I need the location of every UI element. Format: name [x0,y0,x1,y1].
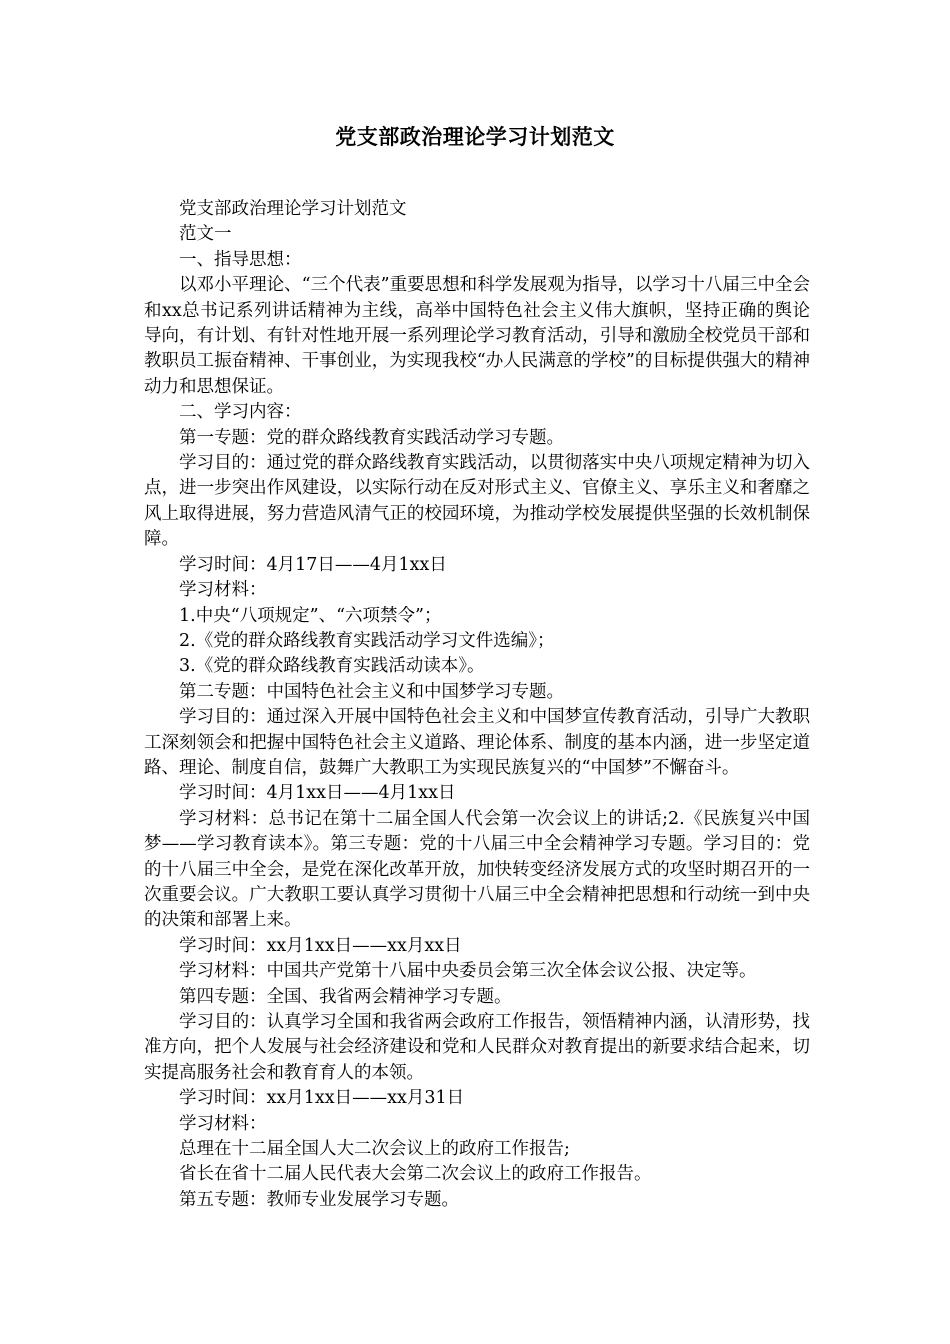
document-body [144,197,810,1213]
paragraph: 第四专题：全国、我省两会精神学习专题。 [179,986,512,1007]
document-title: 党支部政治理论学习计划范文 [335,124,615,149]
paragraph: 2.《党的群众路线教育实践活动学习文件选编》； [179,630,555,651]
paragraph: 学习材料： [179,580,267,601]
paragraph: 第一专题：党的群众路线教育实践活动学习专题。 [179,427,564,448]
paragraph: 省长在省十二届人民代表大会第二次会议上的政府工作报告。 [179,1164,652,1185]
paragraph: 1.中央“八项规定”、“六项禁令”； [179,605,442,626]
paragraph: 党支部政治理论学习计划范文 [179,199,407,219]
paragraph: 学习材料： [179,1113,267,1134]
paragraph: 学习目的：认真学习全国和我省两会政府工作报告，领悟精神内涵，认清形势，找准方向，把个人发展与社会经济建设和党和人民群众对教育提出的新要求结合起来，切实提高服务社会和教育育人的本领。 [144,1012,810,1083]
paragraph: 二、学习内容： [179,402,302,423]
paragraph: 第五专题：教师专业发展学习专题。 [179,1189,459,1210]
paragraph: 3.《党的群众路线教育实践活动读本》。 [179,656,485,677]
paragraph: 学习材料：总书记在第十二届全国人代会第一次会议上的讲话;2.《民族复兴中国梦——学习教育读本》。第三专题：党的十八届三中全会精神学习专题。学习目的：党的十八届三中全会，是党在深化改革开放，加快转变经济发展方式的攻坚时期召开的一次重要会议。广大教职工要认真学习贯彻十八届三中全会精神把思想和行动统一到中央的决策和部署上来。 [144,808,810,931]
paragraph: 总理在十二届全国人大二次会议上的政府工作报告; [179,1139,570,1160]
paragraph: 学习时间：xx月1xx日——xx月31日 [179,1088,465,1109]
paragraph: 学习时间：4月1xx日——4月1xx日 [179,783,456,804]
paragraph: 学习目的：通过党的群众路线教育实践活动，以贯彻落实中央八项规定精神为切入点，进一步突出作风建设，以实际行动在反对形式主义、官僚主义、享乐主义和奢靡之风上取得进展，努力营造风清气正的校园环境，为推动学校发展提供坚强的长效机制保障。 [144,453,810,550]
paragraph: 学习时间：4月17日——4月1xx日 [179,554,447,575]
paragraph: 学习时间：xx月1xx日——xx月xx日 [179,935,462,956]
paragraph: 以邓小平理论、“三个代表”重要思想和科学发展观为指导，以学习十八届三中全会和xx总书记系列讲话精神为主线，高举中国特色社会主义伟大旗帜，坚持正确的舆论导向，有计划、有针对性地开展一系列理论学习教育活动，引导和激励全校党员干部和教职员工振奋精神、干事创业，为实现我校“办人民满意的学校”的目标提供强大的精神动力和思想保证。 [144,275,810,397]
paragraph: 学习目的：通过深入开展中国特色社会主义和中国梦宣传教育活动，引导广大教职工深刻领会和把握中国特色社会主义道路、理论体系、制度的基本内涵，进一步坚定道路、理论、制度自信，鼓舞广大教职工为实现民族复兴的“中国梦”不懈奋斗。 [144,707,810,778]
paragraph: 一、指导思想： [179,249,302,270]
paragraph: 范文一 [179,224,232,245]
paragraph: 第二专题：中国特色社会主义和中国梦学习专题。 [179,681,564,702]
paragraph: 学习材料：中国共产党第十八届中央委员会第三次全体会议公报、决定等。 [179,961,757,982]
